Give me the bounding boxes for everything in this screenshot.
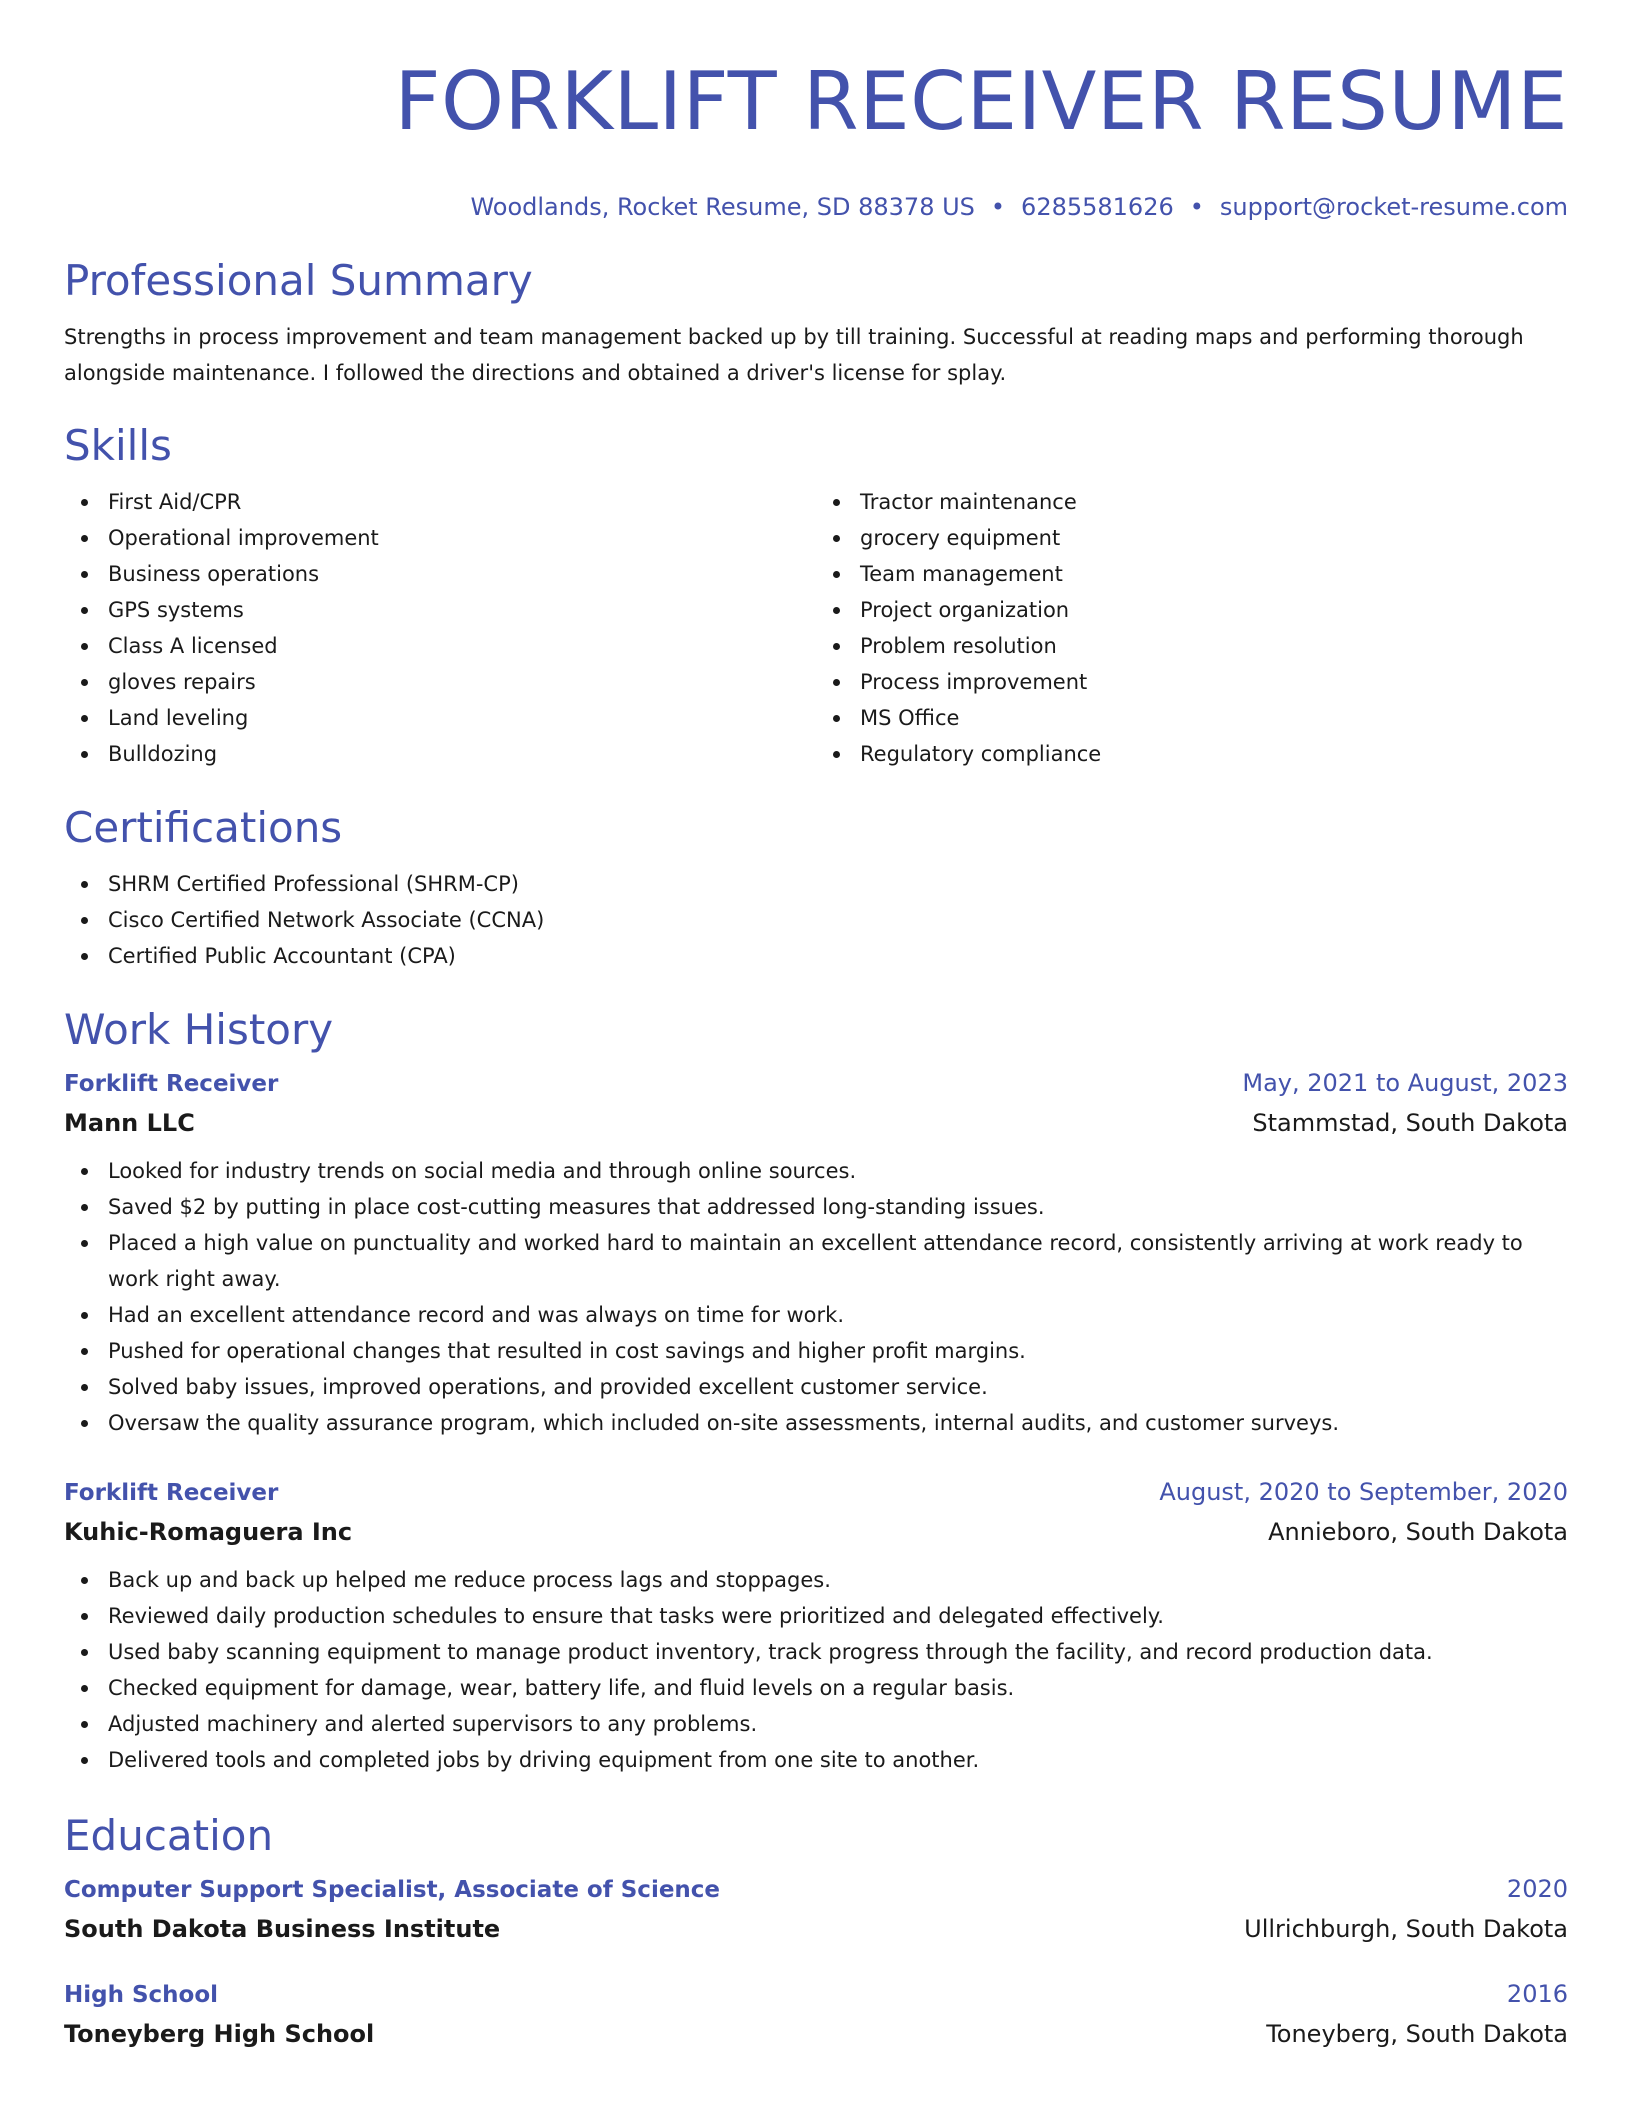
skill-item: MS Office xyxy=(816,700,1568,736)
contact-line xyxy=(64,192,1568,222)
education-school-row xyxy=(64,1909,1568,1949)
education-school: South Dakota Business Institute xyxy=(64,1915,501,1943)
job-entry xyxy=(64,1473,1568,1778)
skills-list-right xyxy=(816,484,1568,772)
skill-item: Bulldozing xyxy=(64,736,816,772)
job-location: Annieboro, South Dakota xyxy=(1268,1518,1568,1546)
job-dates: August, 2020 to September, 2020 xyxy=(1159,1478,1568,1506)
job-bullet: Back up and back up helped me reduce process lags and stoppages. xyxy=(64,1562,1568,1598)
job-bullet: Reviewed daily production schedules to ensure that tasks were prioritized and delegated effectively. xyxy=(64,1598,1568,1634)
job-company: Kuhic-Romaguera Inc xyxy=(64,1518,353,1546)
skill-item: Regulatory compliance xyxy=(816,736,1568,772)
job-bullet: Looked for industry trends on social media and through online sources. xyxy=(64,1153,1568,1189)
education-school: Toneyberg High School xyxy=(64,2020,375,2048)
education-school-row xyxy=(64,2014,1568,2054)
job-title-row xyxy=(64,1473,1568,1512)
job-bullet: Delivered tools and completed jobs by driving equipment from one site to another. xyxy=(64,1742,1568,1778)
education-section xyxy=(64,1810,1568,2054)
job-company: Mann LLC xyxy=(64,1109,195,1137)
job-title-row xyxy=(64,1064,1568,1103)
job-bullet: Pushed for operational changes that resulted in cost savings and higher profit margins. xyxy=(64,1333,1568,1369)
job-title: Forklift Receiver xyxy=(64,1071,279,1097)
job-location: Stammstad, South Dakota xyxy=(1252,1109,1568,1137)
skill-item: Land leveling xyxy=(64,700,816,736)
job-bullet: Saved $2 by putting in place cost-cutting measures that addressed long-standing issues. xyxy=(64,1189,1568,1225)
certifications-list xyxy=(64,866,1568,974)
education-heading: Education xyxy=(64,1811,274,1860)
education-year: 2016 xyxy=(1506,1980,1568,2008)
skill-item: Team management xyxy=(816,556,1568,592)
certification-item: Cisco Certified Network Associate (CCNA) xyxy=(64,902,1568,938)
education-degree-row xyxy=(64,1870,1568,1909)
job-bullet: Adjusted machinery and alerted supervisors to any problems. xyxy=(64,1706,1568,1742)
education-year: 2020 xyxy=(1506,1875,1568,1903)
skills-grid xyxy=(64,484,1568,772)
skill-item: gloves repairs xyxy=(64,664,816,700)
skill-item: GPS systems xyxy=(64,592,816,628)
job-title: Forklift Receiver xyxy=(64,1480,279,1506)
skill-item: Process improvement xyxy=(816,664,1568,700)
job-bullet: Solved baby issues, improved operations, and provided excellent customer service. xyxy=(64,1369,1568,1405)
skill-item: grocery equipment xyxy=(816,520,1568,556)
certification-item: SHRM Certified Professional (SHRM-CP) xyxy=(64,866,1568,902)
job-bullet: Oversaw the quality assurance program, which included on-site assessments, internal audits, and customer surveys. xyxy=(64,1405,1568,1441)
job-bullet: Checked equipment for damage, wear, battery life, and fluid levels on a regular basis. xyxy=(64,1670,1568,1706)
education-entry xyxy=(64,1870,1568,1949)
job-bullet: Used baby scanning equipment to manage product inventory, track progress through the facility, and record production data. xyxy=(64,1634,1568,1670)
skills-section xyxy=(64,420,1568,772)
contact-email[interactable]: support@rocket-resume.com xyxy=(1219,193,1568,221)
skill-item: Project organization xyxy=(816,592,1568,628)
contact-separator: • xyxy=(990,193,1006,221)
resume-header xyxy=(64,0,1568,222)
summary-text: Strengths in process improvement and team management backed up by till training. Successful at reading maps and performing thorough alongside maintenance. I followed the directions and obtained a driver's license for splay. xyxy=(64,325,1524,385)
skills-heading: Skills xyxy=(64,421,172,470)
contact-address: Woodlands, Rocket Resume, SD 88378 US xyxy=(470,193,975,221)
education-entry xyxy=(64,1975,1568,2054)
skill-item: Tractor maintenance xyxy=(816,484,1568,520)
job-entry xyxy=(64,1064,1568,1441)
education-location: Ullrichburgh, South Dakota xyxy=(1244,1915,1568,1943)
skill-item: Business operations xyxy=(64,556,816,592)
work-history-heading: Work History xyxy=(64,1005,334,1054)
education-location: Toneyberg, South Dakota xyxy=(1266,2020,1568,2048)
resume-title: FORKLIFT RECEIVER RESUME xyxy=(394,55,1568,148)
education-degree: High School xyxy=(64,1982,219,2008)
skill-item: Class A licensed xyxy=(64,628,816,664)
certifications-heading: Certifications xyxy=(64,803,343,852)
job-bullets xyxy=(64,1562,1568,1778)
summary-heading: Professional Summary xyxy=(64,256,533,305)
job-dates: May, 2021 to August, 2023 xyxy=(1242,1069,1568,1097)
contact-phone: 6285581626 xyxy=(1021,193,1174,221)
education-degree-row xyxy=(64,1975,1568,2014)
certification-item: Certified Public Accountant (CPA) xyxy=(64,938,1568,974)
contact-separator: • xyxy=(1189,193,1204,221)
skill-item: Problem resolution xyxy=(816,628,1568,664)
job-bullet: Placed a high value on punctuality and worked hard to maintain an excellent attendance record, consistently arriving at work ready to work right away. xyxy=(64,1225,1568,1297)
job-company-row xyxy=(64,1512,1568,1552)
skill-item: First Aid/CPR xyxy=(64,484,816,520)
skills-list-left xyxy=(64,484,816,772)
job-company-row xyxy=(64,1103,1568,1143)
education-degree: Computer Support Specialist, Associate of Science xyxy=(64,1877,721,1903)
job-bullet: Had an excellent attendance record and was always on time for work. xyxy=(64,1297,1568,1333)
work-history-section xyxy=(64,1004,1568,1778)
job-bullets xyxy=(64,1153,1568,1441)
summary-section xyxy=(64,255,1568,391)
certifications-section xyxy=(64,802,1568,974)
skill-item: Operational improvement xyxy=(64,520,816,556)
